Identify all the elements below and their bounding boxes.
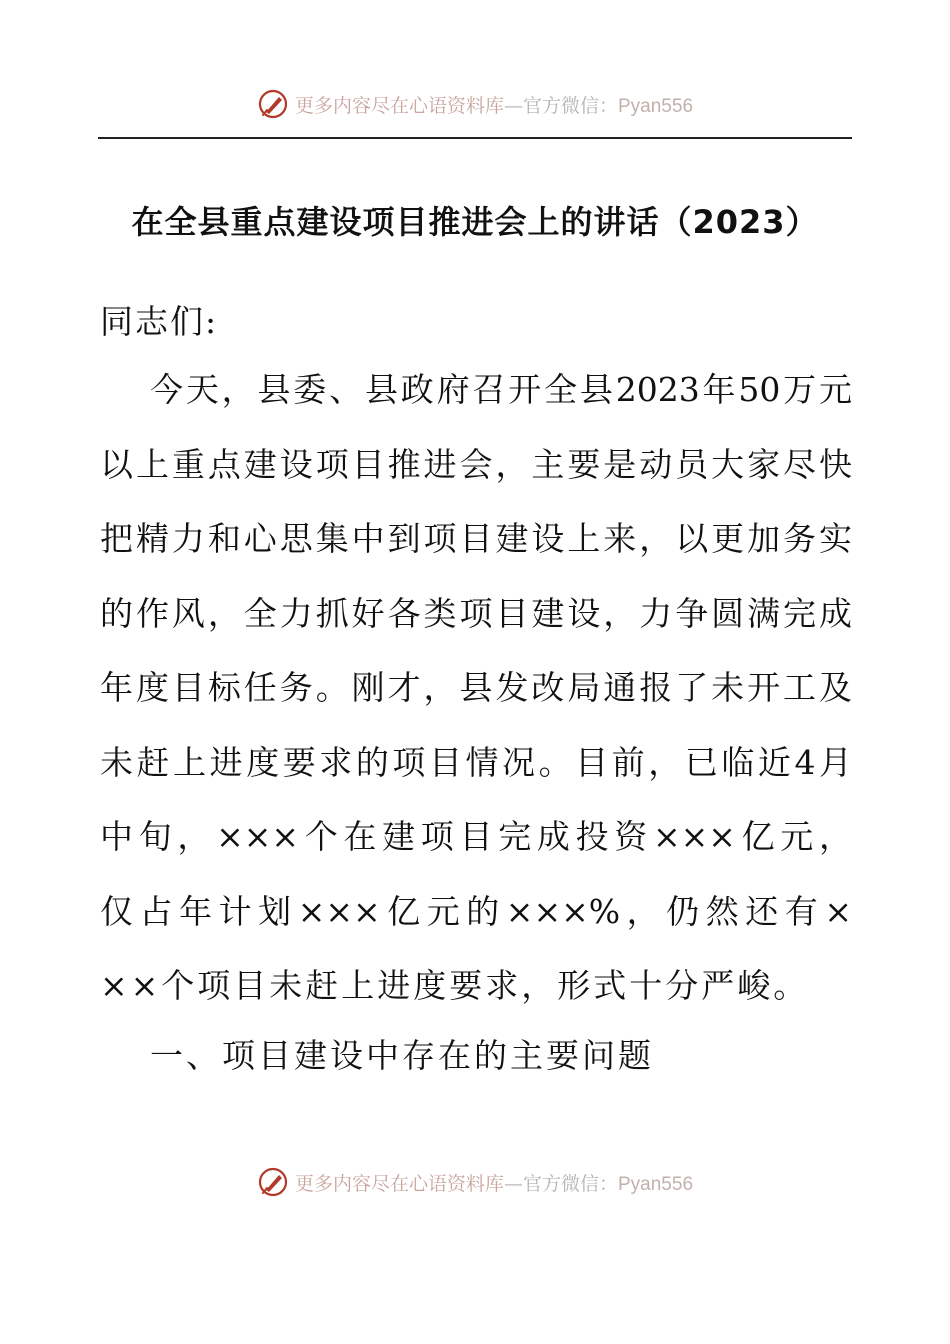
paragraph-line: 的作风，全力抓好各类项目建设，力争圆满完成: [100, 593, 852, 633]
section-heading: 一、项目建设中存在的主要问题: [150, 1036, 654, 1075]
document-title: 在全县重点建设项目推进会上的讲话（2023）: [131, 203, 819, 241]
paragraph-line: 今天，县委、县政府召开全县2023年50万元: [150, 370, 852, 409]
salutation: 同志们:: [100, 302, 219, 341]
header-banner: [0, 82, 950, 126]
banner-dash: —: [503, 94, 523, 117]
paragraph-line: 未赶上进度要求的项目情况。目前，已临近4月: [100, 742, 852, 782]
banner-text: [295, 91, 693, 118]
paragraph-line: 年度目标任务。刚才，县发改局通报了未开工及: [100, 668, 852, 707]
paragraph-line: 以上重点建设项目推进会，主要是动员大家尽快: [100, 444, 852, 484]
banner-wechat-label: 官方微信：: [522, 94, 618, 117]
banner-wechat-label: 官方微信：: [522, 1172, 618, 1195]
header-divider: [98, 137, 852, 139]
banner-dash: —: [503, 1172, 523, 1195]
body-paragraph: [100, 360, 852, 1031]
banner-wechat-handle: Pyan556: [618, 1173, 694, 1195]
footer-banner: [0, 1160, 950, 1204]
paragraph-line: 把精力和心思集中到项目建设上来，以更加务实: [100, 519, 852, 558]
paragraph-line: 仅占年计划×××亿元的×××%，仍然还有×: [100, 891, 852, 931]
banner-slogan: 更多内容尽在心语资料库: [294, 94, 504, 117]
paragraph-line: 中旬，×××个在建项目完成投资×××亿元，: [100, 817, 852, 856]
pen-logo-icon: [257, 88, 289, 120]
pen-logo-icon: [257, 1166, 289, 1198]
banner-slogan: 更多内容尽在心语资料库: [294, 1172, 504, 1195]
banner-text: [295, 1169, 693, 1196]
paragraph-line: ××个项目未赶上进度要求，形式十分严峻。: [100, 966, 810, 1005]
banner-wechat-handle: Pyan556: [618, 95, 694, 117]
